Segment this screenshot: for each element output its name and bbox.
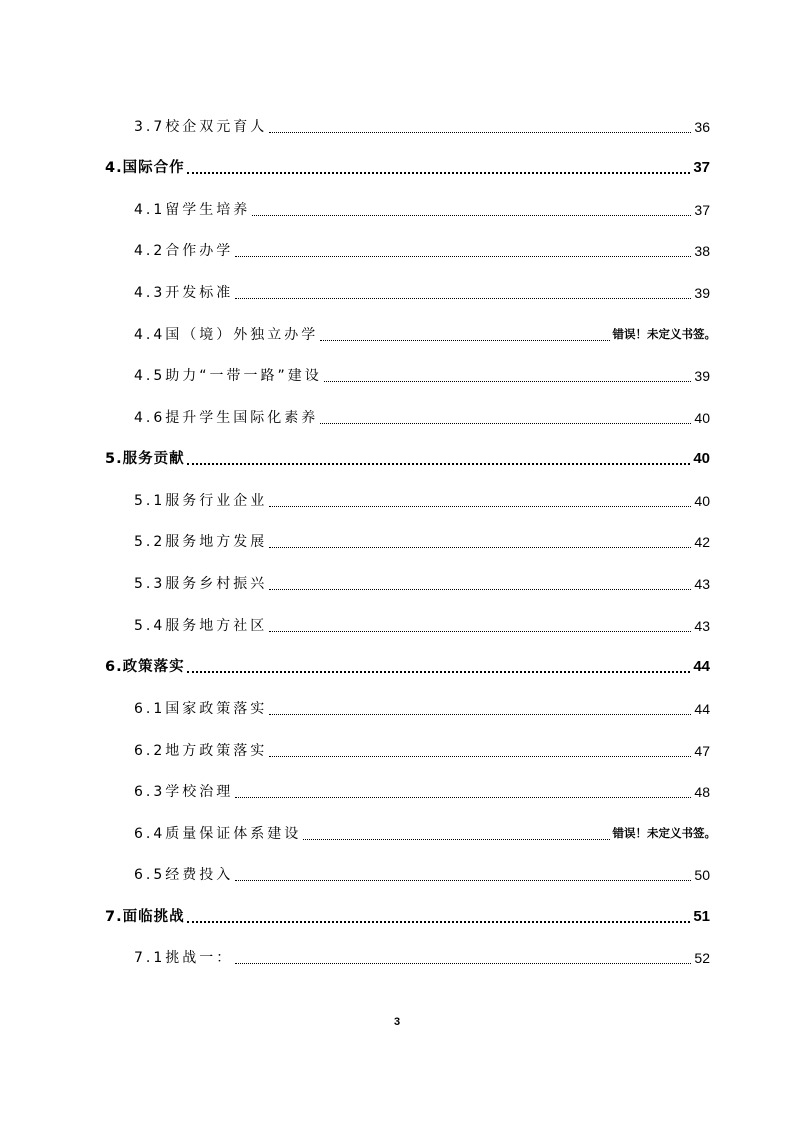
toc-entry-title: 4.5助力“一带一路”建设 [134, 368, 322, 384]
toc-entry-page: 42 [694, 534, 710, 550]
toc-entry-title: 6.1国家政策落实 [134, 701, 268, 717]
toc-entry-4[interactable] [0, 151, 794, 179]
toc-entry-title: 4.4国（境）外独立办学 [134, 327, 319, 343]
toc-entry-title: 4.国际合作 [105, 160, 185, 176]
toc-entry-5[interactable] [0, 442, 794, 470]
toc-entry-page: 错误！未定义书签。 [612, 828, 716, 840]
toc-entry-6-2[interactable] [0, 734, 794, 762]
dot-leader [235, 880, 691, 881]
dot-leader [235, 963, 691, 964]
toc-entry-title: 7.面临挑战 [105, 909, 185, 925]
dot-leader [235, 298, 691, 299]
toc-entry-5-2[interactable] [0, 525, 794, 553]
toc-entry-6[interactable] [0, 650, 794, 678]
dot-leader [269, 631, 691, 632]
toc-entry-7[interactable] [0, 900, 794, 928]
toc-entry-5-3[interactable] [0, 567, 794, 595]
toc-entry-4-6[interactable] [0, 401, 794, 429]
toc-entry-5-1[interactable] [0, 484, 794, 512]
toc-entry-page: 36 [694, 119, 710, 135]
toc-entry-page: 40 [693, 450, 710, 467]
toc-entry-page: 52 [694, 950, 710, 966]
toc-entry-4-1[interactable] [0, 193, 794, 221]
toc-entry-page: 50 [694, 867, 710, 883]
dot-leader [269, 132, 691, 133]
toc-entry-title: 5.服务贡献 [105, 451, 185, 467]
dot-leader [235, 797, 691, 798]
toc-entry-4-5[interactable] [0, 359, 794, 387]
dot-leader [320, 340, 609, 341]
dot-leader [187, 172, 691, 174]
dot-leader [269, 589, 691, 590]
dot-leader [187, 671, 691, 673]
dot-leader [303, 839, 609, 840]
dot-leader [269, 506, 691, 507]
dot-leader [324, 381, 692, 382]
dot-leader [269, 714, 691, 715]
dot-leader [269, 756, 691, 757]
toc-entry-title: 4.6提升学生国际化素养 [134, 410, 319, 426]
toc-entry-title: 6.政策落实 [105, 659, 185, 675]
page-number: 3 [393, 1016, 401, 1028]
toc-entry-3-7[interactable] [0, 110, 794, 138]
dot-leader [187, 921, 691, 923]
toc-entry-title: 6.3学校治理 [134, 784, 234, 800]
toc-entry-title: 4.3开发标准 [134, 285, 234, 301]
toc-entry-page: 40 [694, 410, 710, 426]
toc-entry-title: 4.2合作办学 [134, 243, 234, 259]
toc-entry-page: 47 [694, 743, 710, 759]
toc-entry-page: 48 [694, 784, 710, 800]
dot-leader [252, 215, 691, 216]
dot-leader [235, 256, 691, 257]
toc-entry-page: 错误！未定义书签。 [612, 329, 716, 341]
toc-entry-page: 37 [693, 159, 710, 176]
toc-entry-title: 4.1留学生培养 [134, 202, 251, 218]
toc-entry-page: 44 [694, 701, 710, 717]
toc-entry-4-3[interactable] [0, 276, 794, 304]
toc-entry-6-1[interactable] [0, 692, 794, 720]
toc-entry-5-4[interactable] [0, 609, 794, 637]
toc-entry-title: 6.5经费投入 [134, 867, 234, 883]
toc-entry-page: 39 [694, 368, 710, 384]
dot-leader [187, 463, 691, 465]
toc-entry-page: 37 [694, 202, 710, 218]
toc-entry-page: 39 [694, 285, 710, 301]
dot-leader [320, 423, 691, 424]
toc-entry-page: 38 [694, 243, 710, 259]
toc-entry-title: 5.3服务乡村振兴 [134, 576, 268, 592]
toc-entry-title: 3.7校企双元育人 [134, 119, 268, 135]
dot-leader [269, 547, 691, 548]
toc-entry-6-5[interactable] [0, 858, 794, 886]
toc-entry-page: 43 [694, 576, 710, 592]
toc-entry-title: 5.2服务地方发展 [134, 534, 268, 550]
toc-entry-page: 51 [693, 908, 710, 925]
toc-entry-page: 43 [694, 618, 710, 634]
toc-entry-6-3[interactable] [0, 775, 794, 803]
toc-entry-4-2[interactable] [0, 234, 794, 262]
toc-entry-4-4[interactable] [0, 318, 794, 346]
toc-entry-title: 7.1挑战一： [134, 950, 234, 966]
toc-entry-title: 6.2地方政策落实 [134, 743, 268, 759]
toc-entry-6-4[interactable] [0, 817, 794, 845]
toc-entry-7-1[interactable] [0, 941, 794, 969]
toc-entry-title: 6.4质量保证体系建设 [134, 826, 302, 842]
toc-entry-page: 44 [693, 658, 710, 675]
toc-entry-title: 5.4服务地方社区 [134, 618, 268, 634]
toc-entry-title: 5.1服务行业企业 [134, 493, 268, 509]
toc-entry-page: 40 [694, 493, 710, 509]
